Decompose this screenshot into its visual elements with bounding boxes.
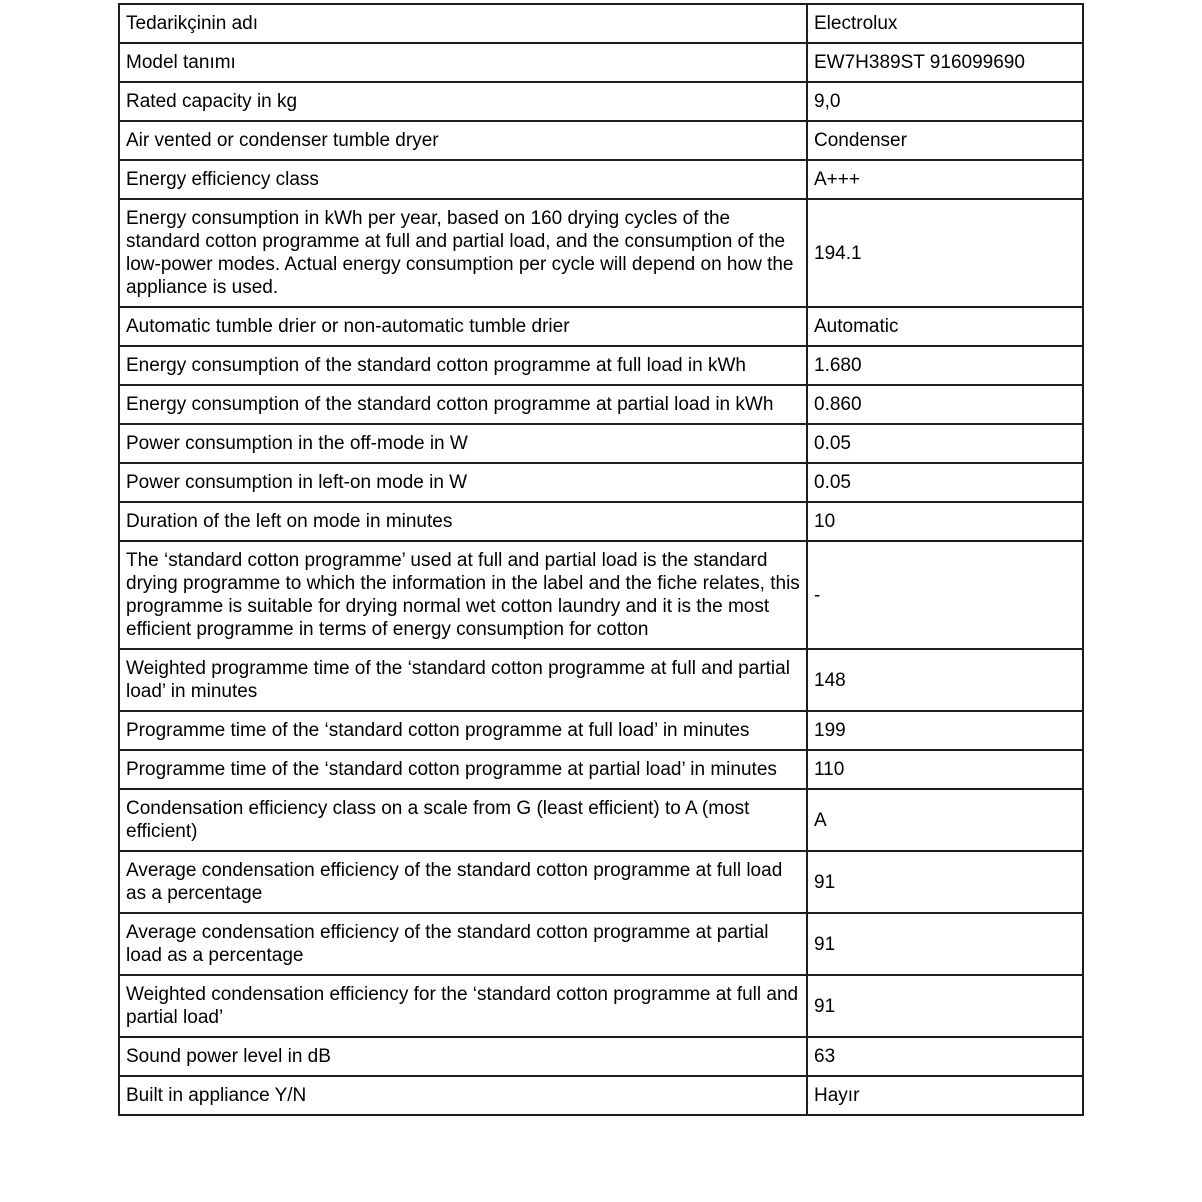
spec-label: Automatic tumble drier or non-automatic tumble drier: [119, 307, 807, 346]
spec-value: -: [807, 541, 1083, 649]
spec-label: Average condensation efficiency of the standard cotton programme at full load as a percentage: [119, 851, 807, 913]
table-row: [119, 160, 1083, 199]
table-row: [119, 649, 1083, 711]
spec-label: Duration of the left on mode in minutes: [119, 502, 807, 541]
spec-value: 9,0: [807, 82, 1083, 121]
spec-value: 91: [807, 851, 1083, 913]
spec-value: 0.05: [807, 463, 1083, 502]
table-row: [119, 913, 1083, 975]
spec-label: Tedarikçinin adı: [119, 4, 807, 43]
table-row: [119, 199, 1083, 307]
spec-value: 199: [807, 711, 1083, 750]
spec-label: Sound power level in dB: [119, 1037, 807, 1076]
spec-value: A+++: [807, 160, 1083, 199]
spec-value: EW7H389ST 916099690: [807, 43, 1083, 82]
spec-label: Programme time of the ‘standard cotton programme at full load’ in minutes: [119, 711, 807, 750]
spec-label: Programme time of the ‘standard cotton programme at partial load’ in minutes: [119, 750, 807, 789]
spec-label: The ‘standard cotton programme’ used at full and partial load is the standard drying programme to which the information in the label and the fiche relates, this programme is suitable for drying normal wet cotton laundry and it is the most efficient programme in terms of energy consumption for cotton: [119, 541, 807, 649]
spec-table-container: [118, 3, 1082, 1116]
table-row: [119, 463, 1083, 502]
spec-label: Built in appliance Y/N: [119, 1076, 807, 1115]
spec-label: Condensation efficiency class on a scale from G (least efficient) to A (most efficient): [119, 789, 807, 851]
spec-value: Automatic: [807, 307, 1083, 346]
table-row: [119, 424, 1083, 463]
spec-label: Energy consumption of the standard cotton programme at full load in kWh: [119, 346, 807, 385]
table-row: [119, 4, 1083, 43]
table-row: [119, 789, 1083, 851]
spec-value: 194.1: [807, 199, 1083, 307]
table-row: [119, 541, 1083, 649]
spec-label: Weighted condensation efficiency for the ‘standard cotton programme at full and partial load’: [119, 975, 807, 1037]
spec-label: Rated capacity in kg: [119, 82, 807, 121]
spec-value: 91: [807, 975, 1083, 1037]
spec-value: 91: [807, 913, 1083, 975]
table-row: [119, 307, 1083, 346]
table-row: [119, 502, 1083, 541]
spec-value: 0.05: [807, 424, 1083, 463]
spec-table: [118, 3, 1084, 1116]
spec-value: 1.680: [807, 346, 1083, 385]
spec-label: Average condensation efficiency of the standard cotton programme at partial load as a percentage: [119, 913, 807, 975]
table-row: [119, 1037, 1083, 1076]
table-row: [119, 43, 1083, 82]
spec-table-body: [119, 4, 1083, 1115]
spec-label: Model tanımı: [119, 43, 807, 82]
table-row: [119, 851, 1083, 913]
spec-value: 0.860: [807, 385, 1083, 424]
spec-value: 148: [807, 649, 1083, 711]
spec-value: 10: [807, 502, 1083, 541]
table-row: [119, 975, 1083, 1037]
spec-label: Power consumption in the off-mode in W: [119, 424, 807, 463]
table-row: [119, 346, 1083, 385]
spec-value: 63: [807, 1037, 1083, 1076]
spec-value: Condenser: [807, 121, 1083, 160]
spec-value: Hayır: [807, 1076, 1083, 1115]
spec-label: Energy consumption in kWh per year, based on 160 drying cycles of the standard cotton programme at full and partial load, and the consumption of the low-power modes. Actual energy consumption per cycle will depend on how the appliance is used.: [119, 199, 807, 307]
table-row: [119, 1076, 1083, 1115]
table-row: [119, 385, 1083, 424]
spec-label: Air vented or condenser tumble dryer: [119, 121, 807, 160]
spec-label: Energy consumption of the standard cotton programme at partial load in kWh: [119, 385, 807, 424]
table-row: [119, 121, 1083, 160]
spec-label: Energy efficiency class: [119, 160, 807, 199]
spec-label: Power consumption in left-on mode in W: [119, 463, 807, 502]
spec-value: 110: [807, 750, 1083, 789]
table-row: [119, 711, 1083, 750]
table-row: [119, 750, 1083, 789]
table-row: [119, 82, 1083, 121]
spec-label: Weighted programme time of the ‘standard cotton programme at full and partial load’ in minutes: [119, 649, 807, 711]
spec-value: A: [807, 789, 1083, 851]
spec-value: Electrolux: [807, 4, 1083, 43]
